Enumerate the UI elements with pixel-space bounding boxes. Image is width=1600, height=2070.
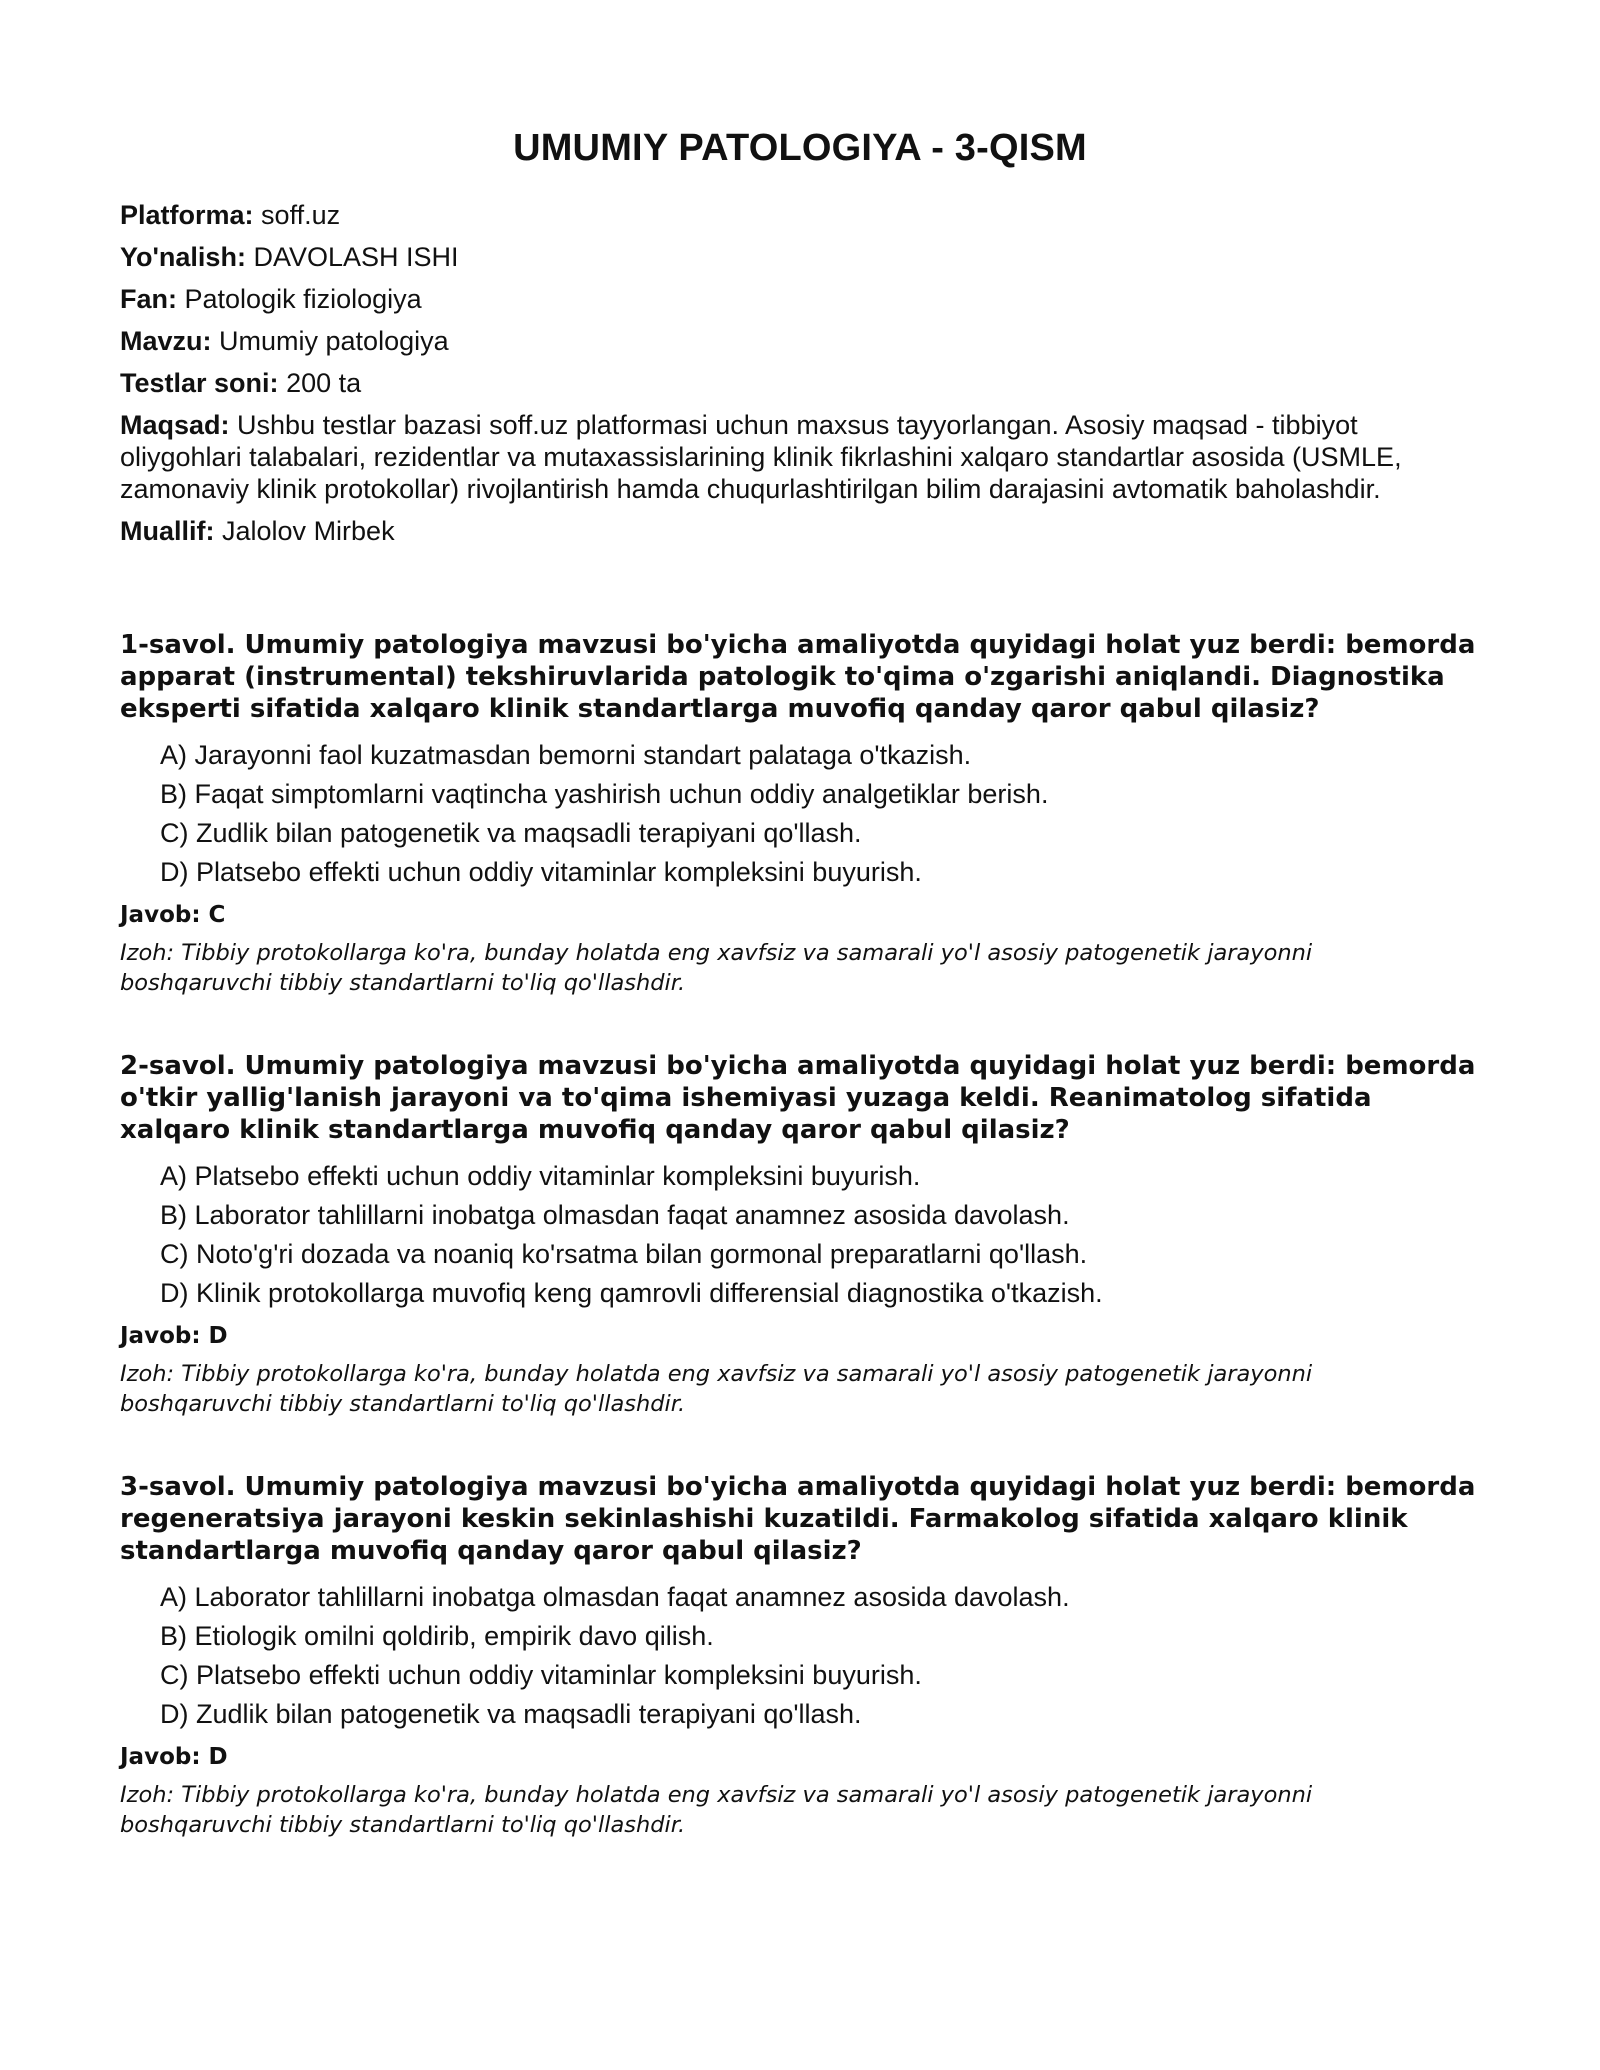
question-text: 2-savol. Umumiy patologiya mavzusi bo'yicha amaliyotda quyidagi holat yuz berdi: bemorda o'tkir yallig'lanish jarayoni va to'qima ishemiyasi yuzaga keldi. Reanimatolog sifatida xalqaro klinik standartlarga muvofiq qanday qaror qabul qilasiz? [120,1051,1476,1145]
meta-value: Umumiy patologiya [219,326,449,356]
answer-options [120,1581,1480,1730]
explanation-note: Izoh: Tibbiy protokollarga ko'ra, bunday holatda eng xavfsiz va samarali yo'l asosiy patogenetik jarayonni boshqaruvchi tibbiy standartlarni to'liq qo'llashdir. [120,940,1313,996]
answer-key: Javob: C [120,902,226,928]
option-d: D) Zudlik bilan patogenetik va maqsadli terapiyani qo'llash. [160,1699,862,1729]
answer-key: Javob: D [120,1323,228,1349]
meta-label: Maqsad: [120,410,230,440]
meta-label: Testlar soni: [120,368,279,398]
option-b: B) Etiologik omilni qoldirib, empirik davo qilish. [160,1621,714,1651]
meta-label: Platforma: [120,200,254,230]
meta-platforma [120,199,1480,231]
meta-testlar-soni [120,367,1480,399]
meta-label: Yo'nalish: [120,242,246,272]
meta-value: Ushbu testlar bazasi soff.uz platformasi uchun maxsus tayyorlangan. Asosiy maqsad - tibbiyot oliygohlari talabalari, rezidentlar va mutaxassislarining klinik fikrlashini xalqaro standartlar asosida (USMLE, zamonaviy klinik protokollar) rivojlantirish hamda chuqurlashtirilgan bilim darajasini avtomatik baholashdir. [120,410,1402,504]
question-list [120,629,1480,1840]
meta-fan [120,283,1480,315]
option-a: A) Laborator tahlillarni inobatga olmasdan faqat anamnez asosida davolash. [160,1582,1070,1612]
option-a: A) Jarayonni faol kuzatmasdan bemorni standart palataga o'tkazish. [160,740,972,770]
answer-key: Javob: D [120,1744,228,1770]
meta-value: Jalolov Mirbek [222,516,395,546]
option-d: D) Platsebo effekti uchun oddiy vitaminlar kompleksini buyurish. [160,857,922,887]
meta-muallif [120,515,1480,547]
meta-value: soff.uz [261,200,341,230]
option-c: C) Platsebo effekti uchun oddiy vitaminlar kompleksini buyurish. [160,1660,922,1690]
explanation-note: Izoh: Tibbiy protokollarga ko'ra, bunday holatda eng xavfsiz va samarali yo'l asosiy patogenetik jarayonni boshqaruvchi tibbiy standartlarni to'liq qo'llashdir. [120,1782,1313,1838]
meta-value: Patologik fiziologiya [184,284,422,314]
question-item [120,1050,1480,1419]
question-item [120,1471,1480,1840]
metadata-block [120,199,1480,547]
option-d: D) Klinik protokollarga muvofiq keng qamrovli differensial diagnostika o'tkazish. [160,1278,1103,1308]
meta-value: DAVOLASH ISHI [253,242,459,272]
option-b: B) Laborator tahlillarni inobatga olmasdan faqat anamnez asosida davolash. [160,1200,1070,1230]
meta-value: 200 ta [286,368,362,398]
question-text: 1-savol. Umumiy patologiya mavzusi bo'yicha amaliyotda quyidagi holat yuz berdi: bemorda apparat (instrumental) tekshiruvlarida patologik to'qima o'zgarishi aniqlandi. Diagnostika eksperti sifatida xalqaro klinik standartlarga muvofiq qanday qaror qabul qilasiz? [120,630,1476,724]
meta-label: Fan: [120,284,177,314]
option-b: B) Faqat simptomlarni vaqtincha yashirish uchun oddiy analgetiklar berish. [160,779,1049,809]
question-text: 3-savol. Umumiy patologiya mavzusi bo'yicha amaliyotda quyidagi holat yuz berdi: bemorda regeneratsiya jarayoni keskin sekinlashishi kuzatildi. Farmakolog sifatida xalqaro klinik standartlarga muvofiq qanday qaror qabul qilasiz? [120,1472,1476,1566]
meta-yonalish [120,241,1480,273]
answer-options [120,1160,1480,1309]
option-c: C) Zudlik bilan patogenetik va maqsadli terapiyani qo'llash. [160,818,862,848]
explanation-note: Izoh: Tibbiy protokollarga ko'ra, bunday holatda eng xavfsiz va samarali yo'l asosiy patogenetik jarayonni boshqaruvchi tibbiy standartlarni to'liq qo'llashdir. [120,1361,1313,1417]
meta-maqsad [120,409,1480,505]
question-item [120,629,1480,998]
meta-label: Mavzu: [120,326,212,356]
document-page [120,0,1480,1892]
meta-mavzu [120,325,1480,357]
meta-label: Muallif: [120,516,215,546]
page-title: UMUMIY PATOLOGIYA - 3-QISM [513,127,1087,169]
answer-options [120,739,1480,888]
option-c: C) Noto'g'ri dozada va noaniq ko'rsatma bilan gormonal preparatlarni qo'llash. [160,1239,1088,1269]
option-a: A) Platsebo effekti uchun oddiy vitaminlar kompleksini buyurish. [160,1161,921,1191]
